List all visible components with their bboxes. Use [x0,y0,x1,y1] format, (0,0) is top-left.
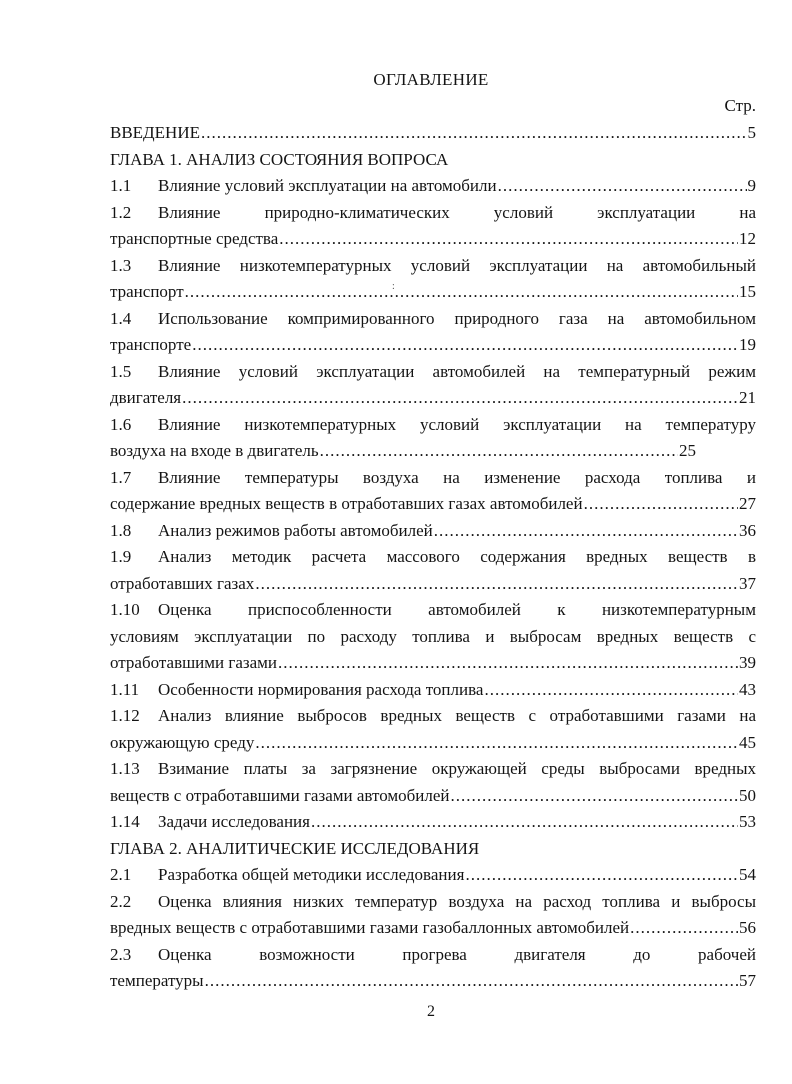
dot-leader [451,783,738,810]
toc-entry-text: Особенности нормирования расхода топлива [158,679,484,699]
toc-entry-text: Влияние низкотемпературных условий эксплуатации на температуру [158,414,756,434]
dot-leader [255,571,738,598]
toc-page-number: 27 [739,494,756,513]
toc-entry-text: Оценка приспособленности автомобилей к низкотемпературным [158,600,756,619]
page-number: 2 [427,1003,435,1020]
toc-entry-intro[interactable] [110,120,756,147]
toc-page-number: 56 [739,918,756,937]
toc-entry-2-3-cont[interactable] [110,968,756,995]
dot-leader [205,968,738,995]
toc-entry-1-4[interactable] [110,306,756,333]
dot-leader [255,730,738,757]
toc-page-number: 57 [739,971,756,990]
toc-page-number: 25 [679,441,696,460]
toc-page-number: 21 [739,388,756,407]
toc-entry-text: Влияние условий эксплуатации автомобилей на температурный режим [158,361,756,381]
dot-leader [465,862,738,889]
toc-entry-1-9-cont[interactable] [110,571,756,598]
toc-entry-1-1[interactable] [110,173,756,200]
dot-leader [192,332,738,359]
chapter-heading: ГЛАВА 1. АНАЛИЗ СОСТОЯНИЯ ВОПРОСА [110,149,449,169]
toc-page-number: 43 [739,679,756,699]
toc-entry-2-2-cont[interactable] [110,915,756,942]
toc-entry-1-5-cont[interactable] [110,385,756,412]
toc-page-number: 36 [739,520,756,540]
dot-leader [201,120,747,147]
toc-entry-number: 1.8 [110,520,132,540]
toc-entry-text: веществ с отработавшими газами автомобилей [110,785,450,805]
toc-entry-text: ВВЕДЕНИЕ [110,123,200,142]
toc-entry-1-3[interactable] [110,253,756,280]
toc-entry-text: транспорт [110,282,184,301]
toc-entry-text: Анализ влияние выбросов вредных веществ с отработавшими газами на [158,706,756,725]
toc-entry-text: условиям эксплуатации по расходу топлива и выбросам вредных веществ с [110,626,756,646]
toc-entry-number: 1.11 [110,679,140,699]
toc-entry-text: Взимание платы за загрязнение окружающей среды выбросами вредных [158,759,756,778]
toc-entry-number: 1.12 [110,706,140,725]
toc-entry-text: отработавших газах [110,573,255,593]
toc-entry-1-6-cont[interactable] [110,438,756,465]
chapter-heading: ГЛАВА 2. АНАЛИТИЧЕСКИЕ ИССЛЕДОВАНИЯ [110,838,480,858]
dot-leader [278,650,738,677]
toc-entry-number: 1.10 [110,600,140,619]
toc-entry-1-12[interactable] [110,703,756,730]
toc-entry-text: отработавшими газами [110,653,278,672]
toc-entry-text: Оценка возможности прогрева двигателя до рабочей [158,944,756,964]
toc-entry-text: Влияние низкотемпературных условий эксплуатации на автомобильный [158,255,756,275]
toc-entry-number: 2.1 [110,865,132,884]
toc-page-number: 9 [747,176,756,195]
toc-page-number: 12 [739,229,756,248]
toc-entry-1-7-cont[interactable] [110,491,756,518]
page-column-label: Стр. [724,96,756,115]
toc-entry-2-2[interactable] [110,889,756,916]
toc-entry-1-6[interactable] [110,412,756,439]
toc-entry-number: 1.14 [110,812,140,831]
toc-entry-2-1[interactable] [110,862,756,889]
toc-entry-1-4-cont[interactable] [110,332,756,359]
toc-entry-1-13[interactable] [110,756,756,783]
dot-leader [279,226,738,253]
toc-entry-number: 2.2 [110,891,132,911]
toc-entry-text: Оценка влияния низких температур воздуха на расход топлива и выбросы [158,891,756,911]
dot-leader [484,677,738,704]
toc-entry-number: 1.2 [110,202,132,222]
toc-entry-text: Задачи исследования [158,812,310,831]
toc-entry-text: транспортные средства [110,229,279,248]
dot-leader [584,491,738,518]
toc-entry-text: воздуха на входе в двигатель [110,441,319,460]
dot-leader [498,173,747,200]
toc-entry-1-11[interactable] [110,677,756,704]
table-of-contents [110,120,756,995]
toc-entry-text: Влияние температуры воздуха на изменение расхода топлива и [158,467,756,487]
toc-entry-1-12-cont[interactable] [110,730,756,757]
toc-entry-1-7[interactable] [110,465,756,492]
toc-entry-text: содержание вредных веществ в отработавших газах автомобилей [110,494,583,513]
toc-entry-1-9[interactable] [110,544,756,571]
toc-entry-text: вредных веществ с отработавшими газами газобаллонных автомобилей [110,918,630,937]
toc-entry-text: двигателя [110,388,182,407]
toc-entry-number: 1.9 [110,547,132,566]
toc-page-number: 53 [739,812,756,831]
toc-entry-number: 1.1 [110,176,132,195]
scan-artifact: : [392,281,395,292]
toc-page-number: 45 [739,732,756,752]
toc-entry-2-3[interactable] [110,942,756,969]
toc-entry-text: Использование компримированного природного газа на автомобильном [158,308,756,328]
page-title: ОГЛАВЛЕНИЕ [373,70,489,89]
toc-entry-1-13-cont[interactable] [110,783,756,810]
toc-chapter-2[interactable] [110,836,756,863]
toc-entry-1-8[interactable] [110,518,756,545]
toc-page-number: 15 [739,282,756,301]
toc-entry-number: 1.5 [110,361,132,381]
toc-entry-text: транспорте [110,335,192,354]
toc-entry-text: температуры [110,971,204,990]
dot-leader [630,915,738,942]
toc-entry-1-5[interactable] [110,359,756,386]
toc-entry-1-10[interactable] [110,597,756,624]
dot-leader [320,438,678,465]
toc-page-number: 37 [739,573,756,593]
toc-entry-text: Разработка общей методики исследования [158,865,465,884]
dot-leader [311,809,738,836]
toc-entry-1-2[interactable] [110,200,756,227]
toc-chapter-1[interactable] [110,147,756,174]
toc-entry-1-10-cont2[interactable] [110,650,756,677]
toc-entry-text: окружающую среду [110,732,255,752]
toc-entry-1-10-cont[interactable] [110,624,756,651]
toc-page-number: 5 [747,123,756,142]
toc-page-number: 19 [739,335,756,354]
toc-entry-text: Влияние природно-климатических условий эксплуатации на [158,202,756,222]
toc-entry-number: 1.13 [110,759,140,778]
toc-page-number: 54 [739,865,756,884]
toc-entry-text: Влияние условий эксплуатации на автомобили [158,176,497,195]
toc-entry-1-3-cont[interactable] [110,279,756,306]
dot-leader [434,518,738,545]
toc-entry-number: 2.3 [110,944,132,964]
dot-leader [185,279,738,306]
toc-entry-text: Анализ методик расчета массового содержания вредных веществ в [158,547,756,566]
toc-entry-text: Анализ режимов работы автомобилей [158,520,433,540]
toc-entry-number: 1.3 [110,255,132,275]
toc-entry-number: 1.6 [110,414,132,434]
toc-page-number: 39 [739,653,756,672]
toc-entry-number: 1.4 [110,308,132,328]
dot-leader [182,385,738,412]
toc-entry-1-14[interactable] [110,809,756,836]
toc-page-number: 50 [739,785,756,805]
toc-entry-number: 1.7 [110,467,132,487]
toc-entry-1-2-cont[interactable] [110,226,756,253]
